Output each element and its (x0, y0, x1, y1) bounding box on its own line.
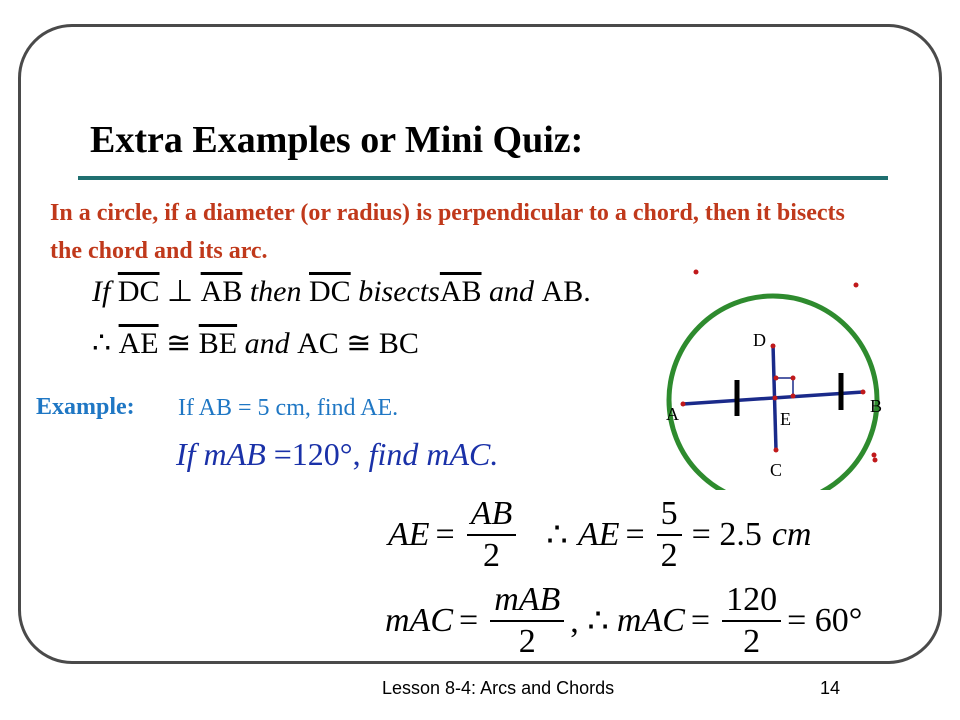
point-marker-2 (791, 376, 796, 381)
ex2-if: If (176, 436, 196, 472)
point-arc-right (854, 283, 859, 288)
ex2-eq: =120°, (273, 436, 361, 472)
eq1-equals2: = (625, 516, 645, 553)
stmt2-bc: BC (378, 327, 419, 360)
eq2-fraction (490, 580, 564, 662)
equation-arc-ac (385, 580, 862, 662)
point-marker-3 (791, 394, 796, 399)
statement-therefore (92, 326, 419, 361)
ex2-m: m (203, 436, 227, 472)
slide-title: Extra Examples or Mini Quiz: (90, 119, 584, 161)
right-angle-marker (776, 378, 793, 396)
point-a (681, 402, 686, 407)
stmt1-ab3: AB. (541, 275, 591, 308)
label-c: C (770, 460, 783, 480)
stmt2-and: and (244, 327, 290, 360)
eq2-denominator: 2 (518, 623, 536, 660)
ex2-find: find (368, 436, 419, 472)
eq2-denominator2: 2 (743, 623, 761, 660)
eq2-numerator (490, 580, 564, 620)
eq1-result: = 2.5 (691, 516, 762, 553)
eq2-equals2: = (690, 602, 711, 639)
eq2-lhs: mAC (385, 602, 453, 639)
eq1-equals: = (435, 516, 455, 553)
ex2-ac: AC. (449, 436, 499, 472)
label-a: A (666, 404, 679, 424)
eq2-result: = 60° (787, 602, 863, 639)
eq1-fraction (467, 494, 517, 576)
ex2-m2: m (426, 436, 450, 472)
label-b: B (870, 396, 883, 416)
stmt1-perp: ⊥ (167, 275, 194, 308)
point-d (771, 344, 776, 349)
eq2-equals: = (459, 602, 479, 639)
stmt2-cong1: ≅ (166, 327, 192, 360)
example-text: If AB = 5 cm, find AE. (178, 395, 399, 421)
eq1-denominator2: 2 (660, 537, 678, 574)
stray-dot-2 (873, 458, 878, 463)
point-arc-left (694, 270, 699, 275)
stmt1-and: and (489, 275, 535, 308)
stmt2-ae: $\overline{AE}$ (118, 327, 159, 360)
stmt1-then: then (249, 275, 302, 308)
eq2-numerator2: 120 (726, 581, 778, 618)
point-b (861, 390, 866, 395)
stmt1-dc: $\overline{DC}$ (117, 275, 160, 308)
stray-dot-1 (872, 453, 877, 458)
stmt1-ab: $\overline{AB}$ (200, 275, 243, 308)
circle-diagram (640, 230, 920, 490)
stmt2-therefore: ∴ (92, 327, 112, 360)
equation-ae (388, 494, 812, 576)
point-c (774, 448, 779, 453)
eq1-lhs: AE (388, 516, 430, 553)
label-e: E (780, 409, 791, 429)
stmt2-be: $\overline{BE}$ (198, 327, 238, 360)
statement-if-perpendicular (92, 274, 591, 309)
eq2-separator: , ∴ (570, 603, 609, 640)
point-marker-1 (774, 376, 779, 381)
eq2-fraction2 (722, 580, 781, 662)
eq1-therefore: ∴ (546, 517, 568, 554)
point-e (773, 396, 778, 401)
stmt1-ab2: $\overline{AB}$ (439, 275, 482, 308)
example-label: Example: (36, 394, 135, 420)
stmt1-if: If (92, 275, 111, 308)
eq1-lhs2: AE (577, 516, 620, 553)
eq1-numerator: AB (470, 495, 513, 532)
stmt2-ac: AC (297, 327, 339, 360)
page-number: 14 (820, 678, 841, 698)
eq1-denominator: 2 (483, 537, 500, 574)
example-arc-question (176, 436, 498, 473)
eq1-numerator2: 5 (660, 495, 678, 532)
label-d: D (753, 330, 766, 350)
stmt1-dc2: $\overline{DC}$ (309, 275, 351, 308)
title-underline (78, 176, 888, 180)
eq2-numerator-text: mAB (494, 581, 561, 618)
stmt2-cong2: ≅ (346, 327, 372, 360)
slide-footer: Lesson 8-4: Arcs and Chords (382, 678, 615, 698)
eq2-lhs2: mAC (616, 602, 685, 639)
ex2-ab: AB (226, 436, 266, 472)
stmt1-bisects: bisects (358, 275, 440, 308)
eq1-unit: cm (771, 516, 812, 553)
eq1-fraction2 (657, 494, 682, 576)
theorem-text: In a circle, if a diameter (or radius) is perpendicular to a chord, then it bisects the chord and its arc. (50, 200, 845, 264)
